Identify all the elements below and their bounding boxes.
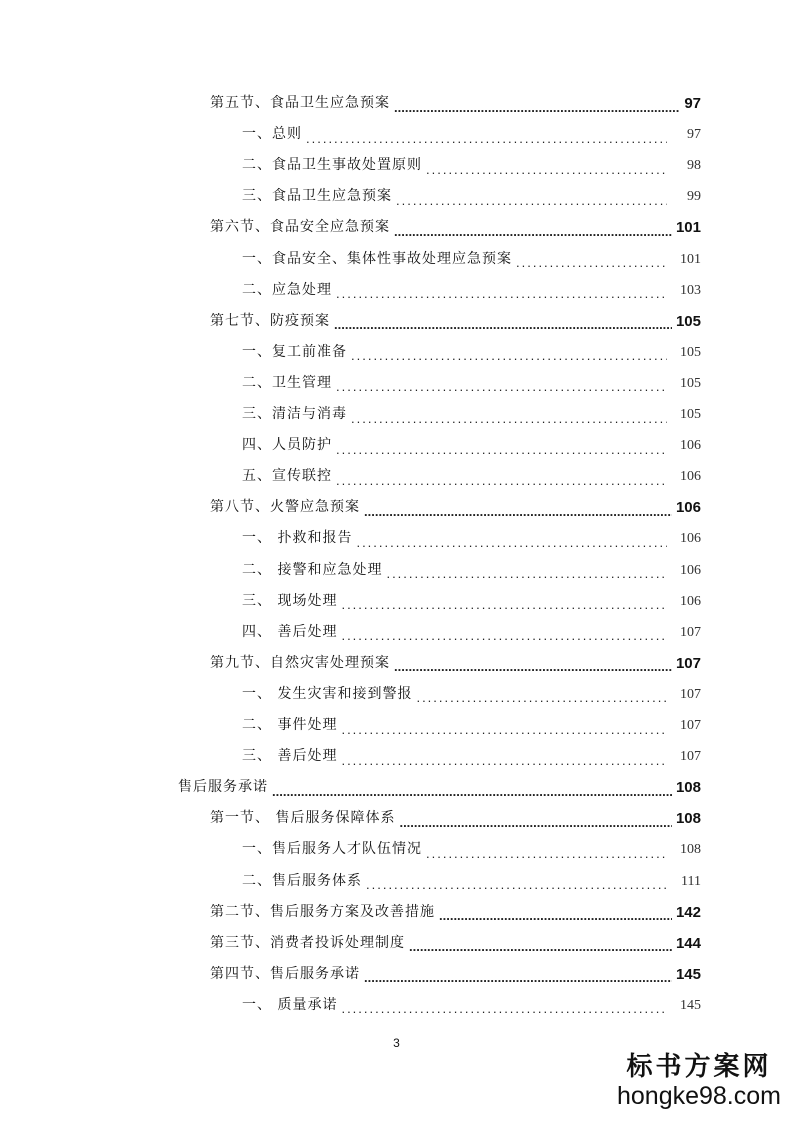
toc-entry-title: 第一节、 售后服务保障体系: [210, 810, 396, 827]
toc-entry-page-number: 108: [675, 810, 701, 828]
toc-dot-leader: [356, 526, 667, 558]
toc-dot-leader: [409, 930, 672, 962]
toc-entry-title: 第二节、售后服务方案及改善措施: [210, 903, 435, 920]
toc-entry-page-number: 98: [687, 158, 701, 174]
toc-entry-title: 第九节、自然灾害处理预案: [210, 654, 390, 671]
toc-dot-leader: [396, 184, 667, 216]
toc-entry-page-number: 106: [680, 469, 701, 485]
toc-entry[interactable]: [242, 461, 701, 492]
toc-dot-leader: [336, 370, 667, 402]
toc-entry-title: 二、 事件处理: [242, 717, 338, 733]
toc-entry-title: 一、售后服务人才队伍情况: [242, 841, 422, 858]
toc-entry[interactable]: [242, 337, 701, 368]
toc-entry[interactable]: [242, 555, 701, 586]
toc-entry-page-number: 145: [675, 965, 701, 983]
toc-dot-leader: [386, 557, 667, 589]
toc-entry[interactable]: [242, 430, 701, 461]
toc-entry-title: 一、食品安全、集体性事故处理应急预案: [242, 250, 512, 267]
toc-dot-leader: [516, 246, 667, 278]
toc-entry-title: 售后服务承诺: [178, 779, 268, 796]
toc-dot-leader: [341, 619, 667, 651]
toc-entry[interactable]: [210, 928, 701, 959]
toc-dot-leader: [341, 992, 667, 1024]
toc-entry-title: 一、 发生灾害和接到警报: [242, 685, 413, 702]
toc-entry-page-number: 145: [680, 997, 701, 1013]
toc-entry[interactable]: [242, 244, 701, 275]
toc-entry[interactable]: [210, 959, 701, 990]
toc-entry-page-number: 106: [680, 562, 701, 578]
toc-dot-leader: [416, 681, 667, 713]
toc-dot-leader: [399, 806, 672, 838]
toc-dot-leader: [341, 713, 667, 745]
toc-entry-title: 第六节、食品安全应急预案: [210, 219, 390, 236]
toc-entry-page-number: 105: [680, 407, 701, 422]
toc-entry-title: 第七节、防疫预案: [210, 312, 330, 329]
toc-entry[interactable]: [242, 741, 701, 772]
toc-dot-leader: [394, 650, 672, 682]
toc-entry-page-number: 107: [675, 654, 701, 672]
toc-entry-page-number: 108: [680, 842, 701, 858]
toc-dot-leader: [439, 899, 672, 931]
toc-entry-title: 第三节、消费者投诉处理制度: [210, 934, 405, 951]
toc-entry[interactable]: [242, 275, 701, 306]
toc-dot-leader: [336, 464, 667, 496]
toc-entry[interactable]: [242, 399, 701, 430]
toc-dot-leader: [364, 961, 672, 993]
toc-entry[interactable]: [210, 897, 701, 928]
toc-dot-leader: [394, 91, 680, 123]
toc-entry-title: 二、食品卫生事故处置原则: [242, 157, 422, 174]
toc-entry[interactable]: [242, 150, 701, 181]
toc-entry-page-number: 111: [681, 873, 701, 889]
toc-entry-title: 一、总则: [242, 126, 302, 143]
toc-entry-page-number: 108: [675, 779, 701, 797]
toc-entry-title: 二、应急处理: [242, 281, 332, 298]
toc-dot-leader: [394, 215, 672, 247]
toc-dot-leader: [366, 868, 667, 900]
toc-dot-leader: [341, 744, 667, 776]
toc-entry-page-number: 105: [680, 344, 701, 360]
toc-entry-page-number: 101: [680, 251, 701, 267]
watermark-domain: hongke98.com: [616, 1082, 781, 1110]
toc-entry[interactable]: [242, 866, 701, 897]
toc-entry-title: 第四节、售后服务承诺: [210, 965, 360, 982]
toc-dot-leader: [351, 339, 667, 371]
toc-entry[interactable]: [210, 88, 701, 119]
watermark-logo: [617, 1052, 781, 1110]
toc-entry[interactable]: [178, 772, 701, 803]
toc-entry-page-number: 97: [684, 95, 701, 112]
toc-entry-page-number: 97: [687, 127, 701, 143]
watermark-chinese: 标书方案网: [626, 1052, 772, 1082]
toc-dot-leader: [306, 122, 667, 154]
toc-entry[interactable]: [210, 306, 701, 337]
toc-entry-title: 第八节、火警应急预案: [210, 499, 360, 516]
toc-entry[interactable]: [242, 710, 701, 741]
toc-dot-leader: [341, 588, 667, 620]
toc-entry[interactable]: [210, 212, 701, 243]
toc-entry-title: 三、清洁与消毒: [242, 406, 347, 422]
toc-entry[interactable]: [210, 648, 701, 679]
toc-entry-title: 四、人员防护: [242, 437, 332, 454]
toc-entry-title: 三、 善后处理: [242, 748, 338, 765]
toc-entry-title: 第五节、食品卫生应急预案: [210, 95, 390, 111]
toc-dot-leader: [336, 433, 667, 465]
toc-dot-leader: [426, 153, 667, 185]
toc-entry[interactable]: [242, 679, 701, 710]
toc-entry-title: 三、食品卫生应急预案: [242, 188, 392, 205]
toc-entry[interactable]: [242, 990, 701, 1021]
toc-entry-title: 一、 质量承诺: [242, 996, 338, 1013]
toc-entry-page-number: 106: [680, 593, 701, 609]
toc-entry-page-number: 144: [675, 934, 701, 952]
toc-entry-title: 一、复工前准备: [242, 343, 347, 360]
page-number: 3: [393, 1036, 400, 1050]
toc-dot-leader: [272, 775, 672, 807]
toc-entry-page-number: 101: [675, 219, 701, 237]
toc-entry-page-number: 99: [687, 189, 701, 205]
toc-entry-page-number: 107: [680, 718, 701, 733]
toc-entry-title: 四、 善后处理: [242, 623, 338, 640]
toc-entry-page-number: 106: [680, 438, 701, 454]
toc-entry-page-number: 103: [680, 282, 701, 298]
toc-entry-page-number: 105: [675, 312, 701, 330]
toc-entry[interactable]: [242, 368, 701, 399]
toc-entry-title: 二、售后服务体系: [242, 872, 362, 889]
toc-entry-page-number: 107: [680, 686, 701, 702]
toc-entry[interactable]: [242, 181, 701, 212]
toc-entry[interactable]: [210, 492, 701, 523]
toc-dot-leader: [426, 837, 667, 869]
toc-dot-leader: [334, 308, 672, 340]
toc-entry-page-number: 107: [680, 624, 701, 640]
toc-entry[interactable]: [242, 523, 701, 554]
toc-entry-page-number: 106: [680, 531, 701, 547]
toc-dot-leader: [351, 402, 667, 434]
toc-entry-page-number: 105: [680, 375, 701, 391]
toc-entry-title: 一、 扑救和报告: [242, 530, 353, 547]
toc-entry-title: 五、宣传联控: [242, 468, 332, 485]
toc-entry[interactable]: [242, 119, 701, 150]
toc-dot-leader: [364, 495, 672, 527]
toc-entry[interactable]: [242, 834, 701, 865]
toc-entry-title: 二、 接警和应急处理: [242, 561, 383, 578]
toc-entry[interactable]: [242, 617, 701, 648]
toc-entry-page-number: 106: [675, 499, 701, 517]
toc-entry-page-number: 142: [675, 903, 701, 921]
toc-entry[interactable]: [210, 803, 701, 834]
toc-dot-leader: [336, 277, 667, 309]
toc-entry-title: 二、卫生管理: [242, 374, 332, 391]
toc-entry-page-number: 107: [680, 749, 701, 765]
toc-entry[interactable]: [242, 586, 701, 617]
toc-entry-title: 三、 现场处理: [242, 592, 338, 609]
